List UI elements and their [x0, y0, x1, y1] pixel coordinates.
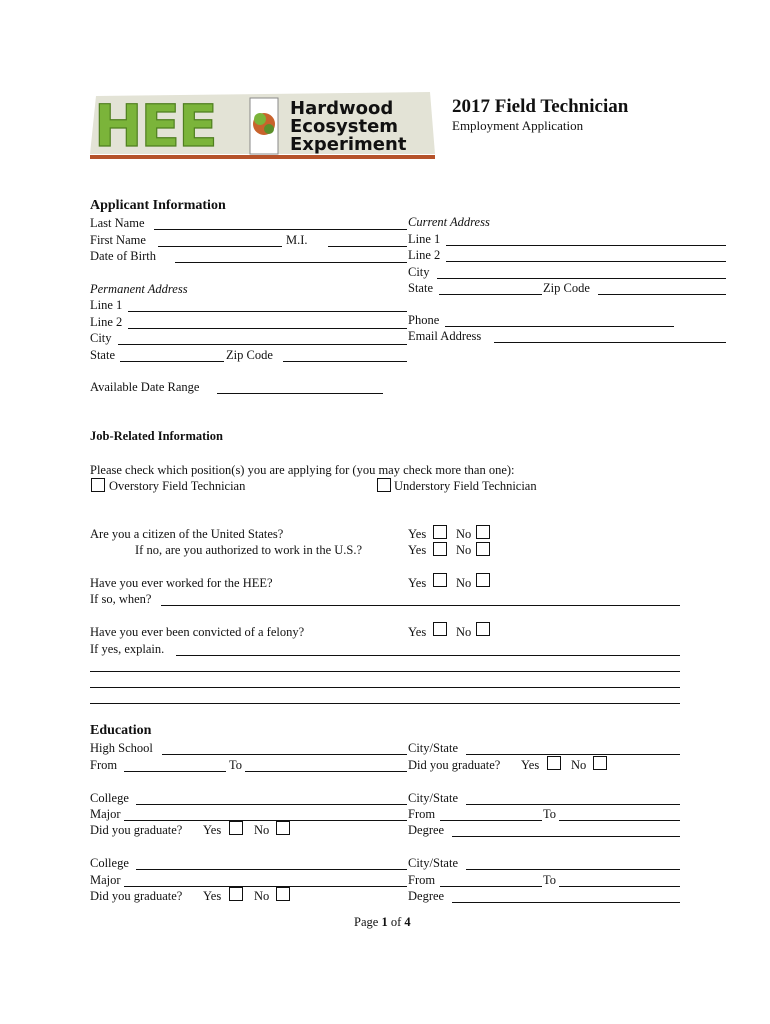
hs-from-label: From — [90, 758, 118, 772]
page-subtitle: Employment Application — [452, 118, 584, 133]
college2-yes-checkbox[interactable] — [229, 887, 243, 901]
perm-city-label: City — [90, 331, 112, 345]
perm-line1-field[interactable] — [128, 311, 407, 312]
page-number — [354, 914, 411, 930]
email-label: Email Address — [408, 329, 482, 343]
current-line1-label: Line 1 — [408, 232, 441, 246]
when-label: If so, when? — [90, 592, 152, 606]
mi-field[interactable] — [328, 246, 407, 247]
perm-zip-label: Zip Code — [226, 348, 273, 362]
perm-line1-label: Line 1 — [90, 298, 123, 312]
college1-from-field[interactable] — [440, 820, 542, 821]
felony-no-label: No — [456, 625, 472, 639]
hs-city-state-field[interactable] — [466, 754, 680, 755]
perm-line2-label: Line 2 — [90, 315, 123, 329]
hs-to-field[interactable] — [245, 771, 407, 772]
hee-logo — [90, 92, 435, 162]
perm-line2-field[interactable] — [128, 328, 407, 329]
current-zip-field[interactable] — [598, 294, 726, 295]
college1-yes-checkbox[interactable] — [229, 821, 243, 835]
current-state-field[interactable] — [439, 294, 542, 295]
college1-city-state-field[interactable] — [466, 804, 680, 805]
logo-letters: HEE — [94, 92, 216, 160]
college1-from-label: From — [408, 807, 436, 821]
authorized-yes-label: Yes — [408, 543, 427, 557]
logo-line2: Ecosystem — [290, 116, 399, 137]
section-applicant-heading: Applicant Information — [90, 198, 226, 213]
hs-graduate-label: Did you graduate? — [408, 758, 501, 772]
major1-field[interactable] — [124, 820, 407, 821]
current-line1-field[interactable] — [446, 245, 726, 246]
phone-label: Phone — [408, 313, 440, 327]
authorized-no-checkbox[interactable] — [476, 542, 490, 556]
authorized-question: If no, are you authorized to work in the U.S.? — [135, 543, 363, 557]
high-school-field[interactable] — [162, 754, 407, 755]
college1-to-field[interactable] — [559, 820, 680, 821]
citizen-question: Are you a citizen of the United States? — [90, 527, 284, 541]
worked-no-label: No — [456, 576, 472, 590]
section-education-heading: Education — [90, 723, 152, 738]
understory-checkbox[interactable] — [377, 478, 391, 492]
current-line2-field[interactable] — [446, 261, 726, 262]
current-state-label: State — [408, 281, 433, 295]
college1-no-label: No — [254, 823, 270, 837]
felony-question: Have you ever been convicted of a felony? — [90, 625, 305, 639]
felony-yes-checkbox[interactable] — [433, 622, 447, 636]
current-address-label: Current Address — [408, 215, 490, 229]
first-name-label: First Name — [90, 233, 146, 247]
citizen-no-label: No — [456, 527, 472, 541]
current-zip-label: Zip Code — [543, 281, 590, 295]
last-name-field[interactable] — [154, 229, 407, 230]
email-field[interactable] — [494, 342, 726, 343]
explain-field-1[interactable] — [176, 655, 680, 656]
college2-to-label: To — [543, 873, 557, 887]
leaf-icon — [253, 113, 275, 135]
felony-yes-label: Yes — [408, 625, 427, 639]
college2-from-field[interactable] — [440, 886, 542, 887]
last-name-label: Last Name — [90, 216, 145, 230]
explain-field-3[interactable] — [90, 687, 680, 688]
understory-label: Understory Field Technician — [394, 479, 537, 493]
available-date-field[interactable] — [217, 393, 383, 394]
college1-label: College — [90, 791, 129, 805]
college2-no-checkbox[interactable] — [276, 887, 290, 901]
citizen-yes-label: Yes — [408, 527, 427, 541]
college1-yes-label: Yes — [203, 823, 222, 837]
page-total: 4 — [404, 915, 411, 929]
college1-city-state-label: City/State — [408, 791, 458, 805]
citizen-no-checkbox[interactable] — [476, 525, 490, 539]
worked-no-checkbox[interactable] — [476, 573, 490, 587]
degree2-label: Degree — [408, 889, 445, 903]
college2-to-field[interactable] — [559, 886, 680, 887]
citizen-yes-checkbox[interactable] — [433, 525, 447, 539]
position-prompt: Please check which position(s) you are applying for (you may check more than one): — [90, 463, 515, 477]
major1-label: Major — [90, 807, 121, 821]
perm-state-label: State — [90, 348, 115, 362]
college2-graduate-label: Did you graduate? — [90, 889, 183, 903]
college2-yes-label: Yes — [203, 889, 222, 903]
hs-yes-checkbox[interactable] — [547, 756, 561, 770]
logo-line3: Experiment — [290, 134, 407, 155]
perm-state-field[interactable] — [120, 361, 224, 362]
high-school-label: High School — [90, 741, 153, 755]
worked-yes-label: Yes — [408, 576, 427, 590]
overstory-checkbox[interactable] — [91, 478, 105, 492]
degree1-label: Degree — [408, 823, 445, 837]
hs-no-checkbox[interactable] — [593, 756, 607, 770]
mi-label: M.I. — [286, 233, 308, 247]
college1-graduate-label: Did you graduate? — [90, 823, 183, 837]
authorized-no-label: No — [456, 543, 472, 557]
felony-no-checkbox[interactable] — [476, 622, 490, 636]
college2-city-state-field[interactable] — [466, 869, 680, 870]
college2-city-state-label: City/State — [408, 856, 458, 870]
dob-field[interactable] — [175, 262, 407, 263]
available-date-label: Available Date Range — [90, 380, 200, 394]
college2-from-label: From — [408, 873, 436, 887]
page-of: of — [390, 915, 402, 929]
permanent-address-label: Permanent Address — [90, 282, 188, 296]
explain-field-2[interactable] — [90, 671, 680, 672]
phone-field[interactable] — [445, 326, 674, 327]
degree2-field[interactable] — [452, 902, 680, 903]
major2-label: Major — [90, 873, 121, 887]
hs-no-label: No — [571, 758, 587, 772]
worked-question: Have you ever worked for the HEE? — [90, 576, 273, 590]
college2-field[interactable] — [136, 869, 407, 870]
logo-line1: Hardwood — [290, 98, 394, 119]
overstory-label: Overstory Field Technician — [109, 479, 246, 493]
page-word: Page — [354, 915, 379, 929]
major2-field[interactable] — [124, 886, 407, 887]
explain-field-4[interactable] — [90, 703, 680, 704]
current-city-field[interactable] — [437, 278, 726, 279]
perm-zip-field[interactable] — [283, 361, 407, 362]
explain-label: If yes, explain. — [90, 642, 165, 656]
hs-to-label: To — [229, 758, 243, 772]
current-line2-label: Line 2 — [408, 248, 441, 262]
college2-no-label: No — [254, 889, 270, 903]
page-current: 1 — [381, 915, 388, 929]
degree1-field[interactable] — [452, 836, 680, 837]
first-name-field[interactable] — [158, 246, 282, 247]
dob-label: Date of Birth — [90, 249, 156, 263]
hs-yes-label: Yes — [521, 758, 540, 772]
worked-yes-checkbox[interactable] — [433, 573, 447, 587]
hs-city-state-label: City/State — [408, 741, 458, 755]
perm-city-field[interactable] — [118, 344, 407, 345]
section-job-heading: Job-Related Information — [90, 429, 223, 443]
college2-label: College — [90, 856, 129, 870]
college1-to-label: To — [543, 807, 557, 821]
page-title: 2017 Field Technician — [452, 96, 629, 117]
when-field[interactable] — [161, 605, 680, 606]
authorized-yes-checkbox[interactable] — [433, 542, 447, 556]
college1-field[interactable] — [136, 804, 407, 805]
hs-from-field[interactable] — [124, 771, 226, 772]
college1-no-checkbox[interactable] — [276, 821, 290, 835]
current-city-label: City — [408, 265, 430, 279]
